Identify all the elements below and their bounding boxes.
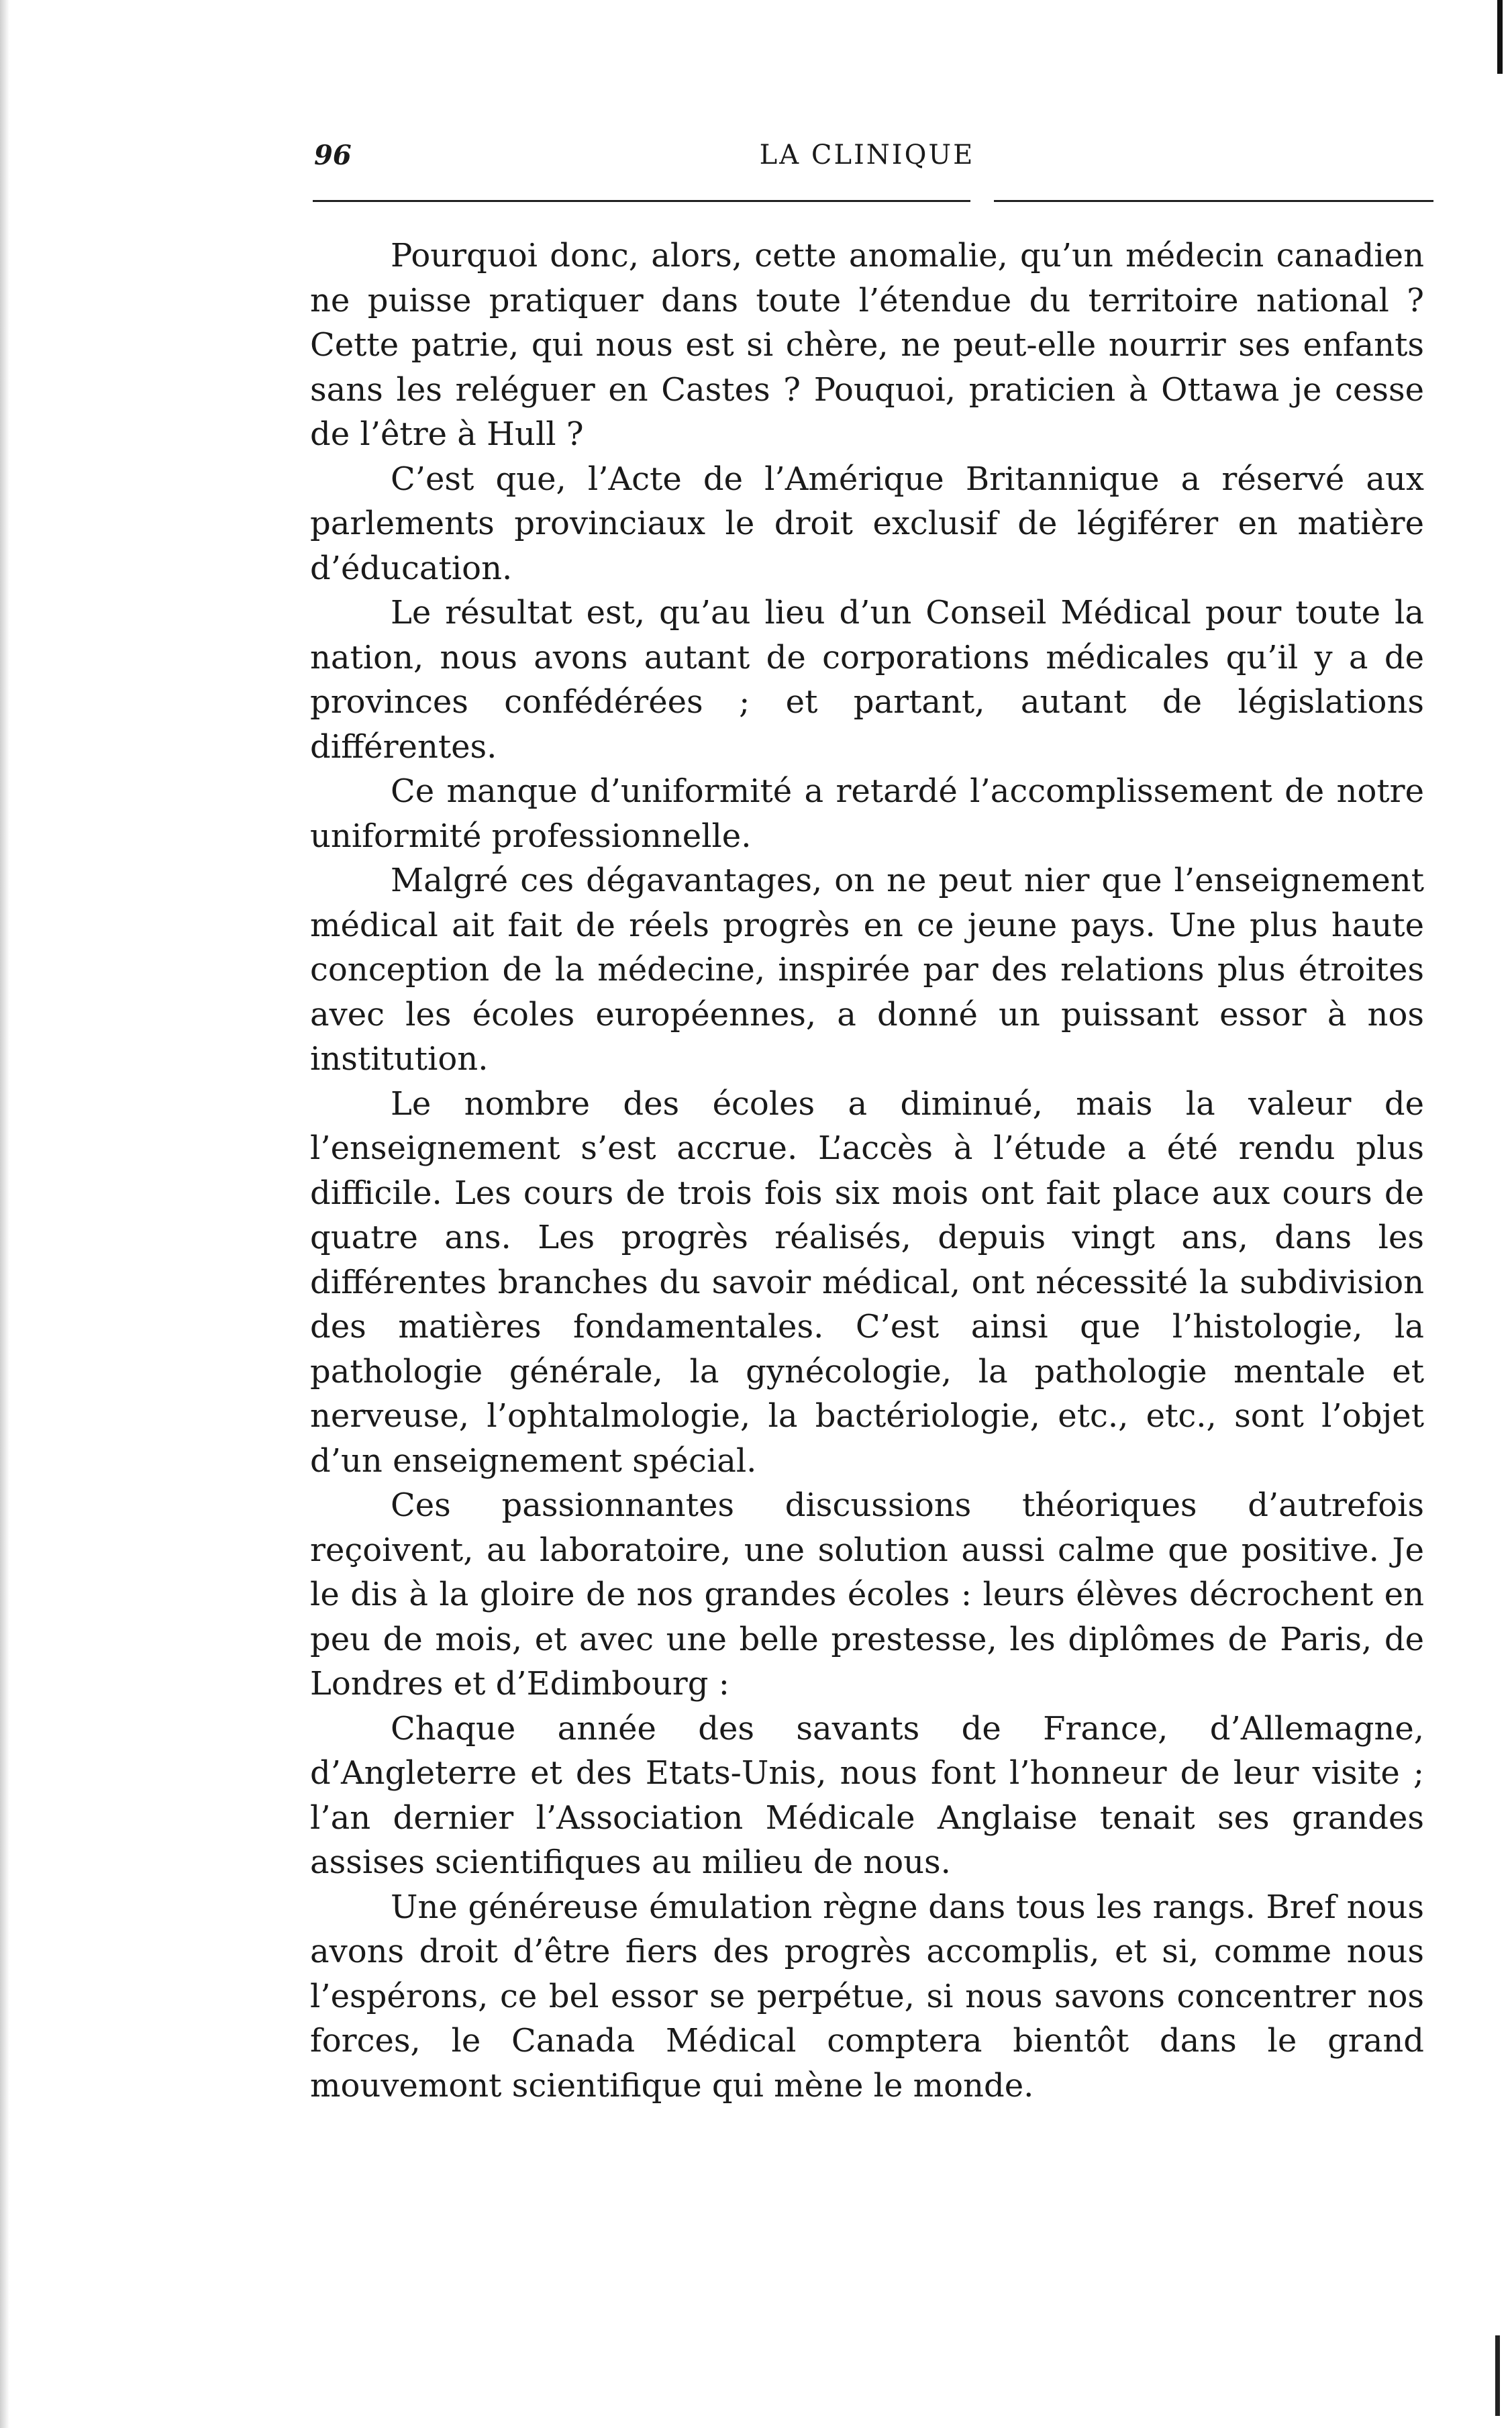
paragraph: Le résultat est, qu’au lieu d’un Conseil Médical pour toute la nation, nous avons autant de corporations médicales qu’il y a de provinces confédérées ; et partant, autant de législations différentes. (310, 594, 1424, 766)
scan-left-edge (0, 0, 9, 2428)
paragraph: Une généreuse émulation règne dans tous les rangs. Bref nous avons droit d’être fiers des progrès accomplis, et si, comme nous l’espérons, ce bel essor se perpétue, si nous savons concentrer nos forces, le Canada Médical comptera bientôt dans le grand mouvemont scientifique qui mène le monde. (310, 1888, 1424, 2105)
paragraph: C’est que, l’Acte de l’Amérique Britannique a réservé aux parlements provinciaux le droit exclusif de légiférer en matière d’éducation. (310, 460, 1424, 587)
paragraph: Ce manque d’uniformité a retardé l’accomplissement de notre uniformité professionnelle. (310, 772, 1424, 855)
paragraph: Malgré ces dégavantages, on ne peut nier que l’enseignement médical ait fait de réels progrès en ce jeune pays. Une plus haute conception de la médecine, inspirée par des relations plus étroites avec les écoles européennes, a donné un puissant essor à nos institution. (310, 862, 1424, 1078)
paragraph: Ces passionnantes discussions théoriques d’autrefois reçoivent, au laboratoire, une solution aussi calme que positive. Je le dis à la gloire de nos grandes écoles : leurs élèves décrochent en peu de mois, et avec une belle prestesse, les diplômes de Paris, de Londres et d’Edimbourg : (310, 1486, 1424, 1703)
running-head (310, 134, 1424, 187)
page-number: 96 (314, 140, 352, 171)
running-title: LA CLINIQUE (759, 140, 975, 170)
scan-mark-bottom (1495, 2335, 1500, 2416)
header-rule-left (313, 200, 970, 202)
paragraph: Chaque année des savants de France, d’Allemagne, d’Angleterre et des Etats-Unis, nous font l’honneur de leur visite ; l’an dernier l’Association Médicale Anglaise tenait ses grandes assises scientifiques au milieu de nous. (310, 1709, 1424, 1881)
paragraph: Pourquoi donc, alors, cette anomalie, qu’un médecin canadien ne puisse pratiquer dans toute l’étendue du territoire national ? Cette patrie, qui nous est si chère, ne peut-elle nourrir ses enfants sans les reléguer en Castes ? Pouquoi, praticien à Ottawa je cesse de l’être à Hull ? (310, 237, 1424, 453)
body-text (310, 234, 1424, 2108)
paragraph: Le nombre des écoles a diminué, mais la valeur de l’enseignement s’est accrue. L’accès à l’étude a été rendu plus difficile. Les cours de trois fois six mois ont fait place aux cours de quatre ans. Les progrès réalisés, depuis vingt ans, dans les différentes branches du savoir médical, ont nécessité la subdivision des matières fondamentales. C’est ainsi que l’histologie, la pathologie générale, la gynécologie, la pathologie mentale et nerveuse, l’ophtalmologie, la bactériologie, etc., etc., sont l’objet d’un enseignement spécial. (310, 1084, 1424, 1480)
book-page (310, 134, 1424, 2322)
scan-mark-top (1497, 0, 1503, 74)
header-rule-right (994, 200, 1433, 202)
